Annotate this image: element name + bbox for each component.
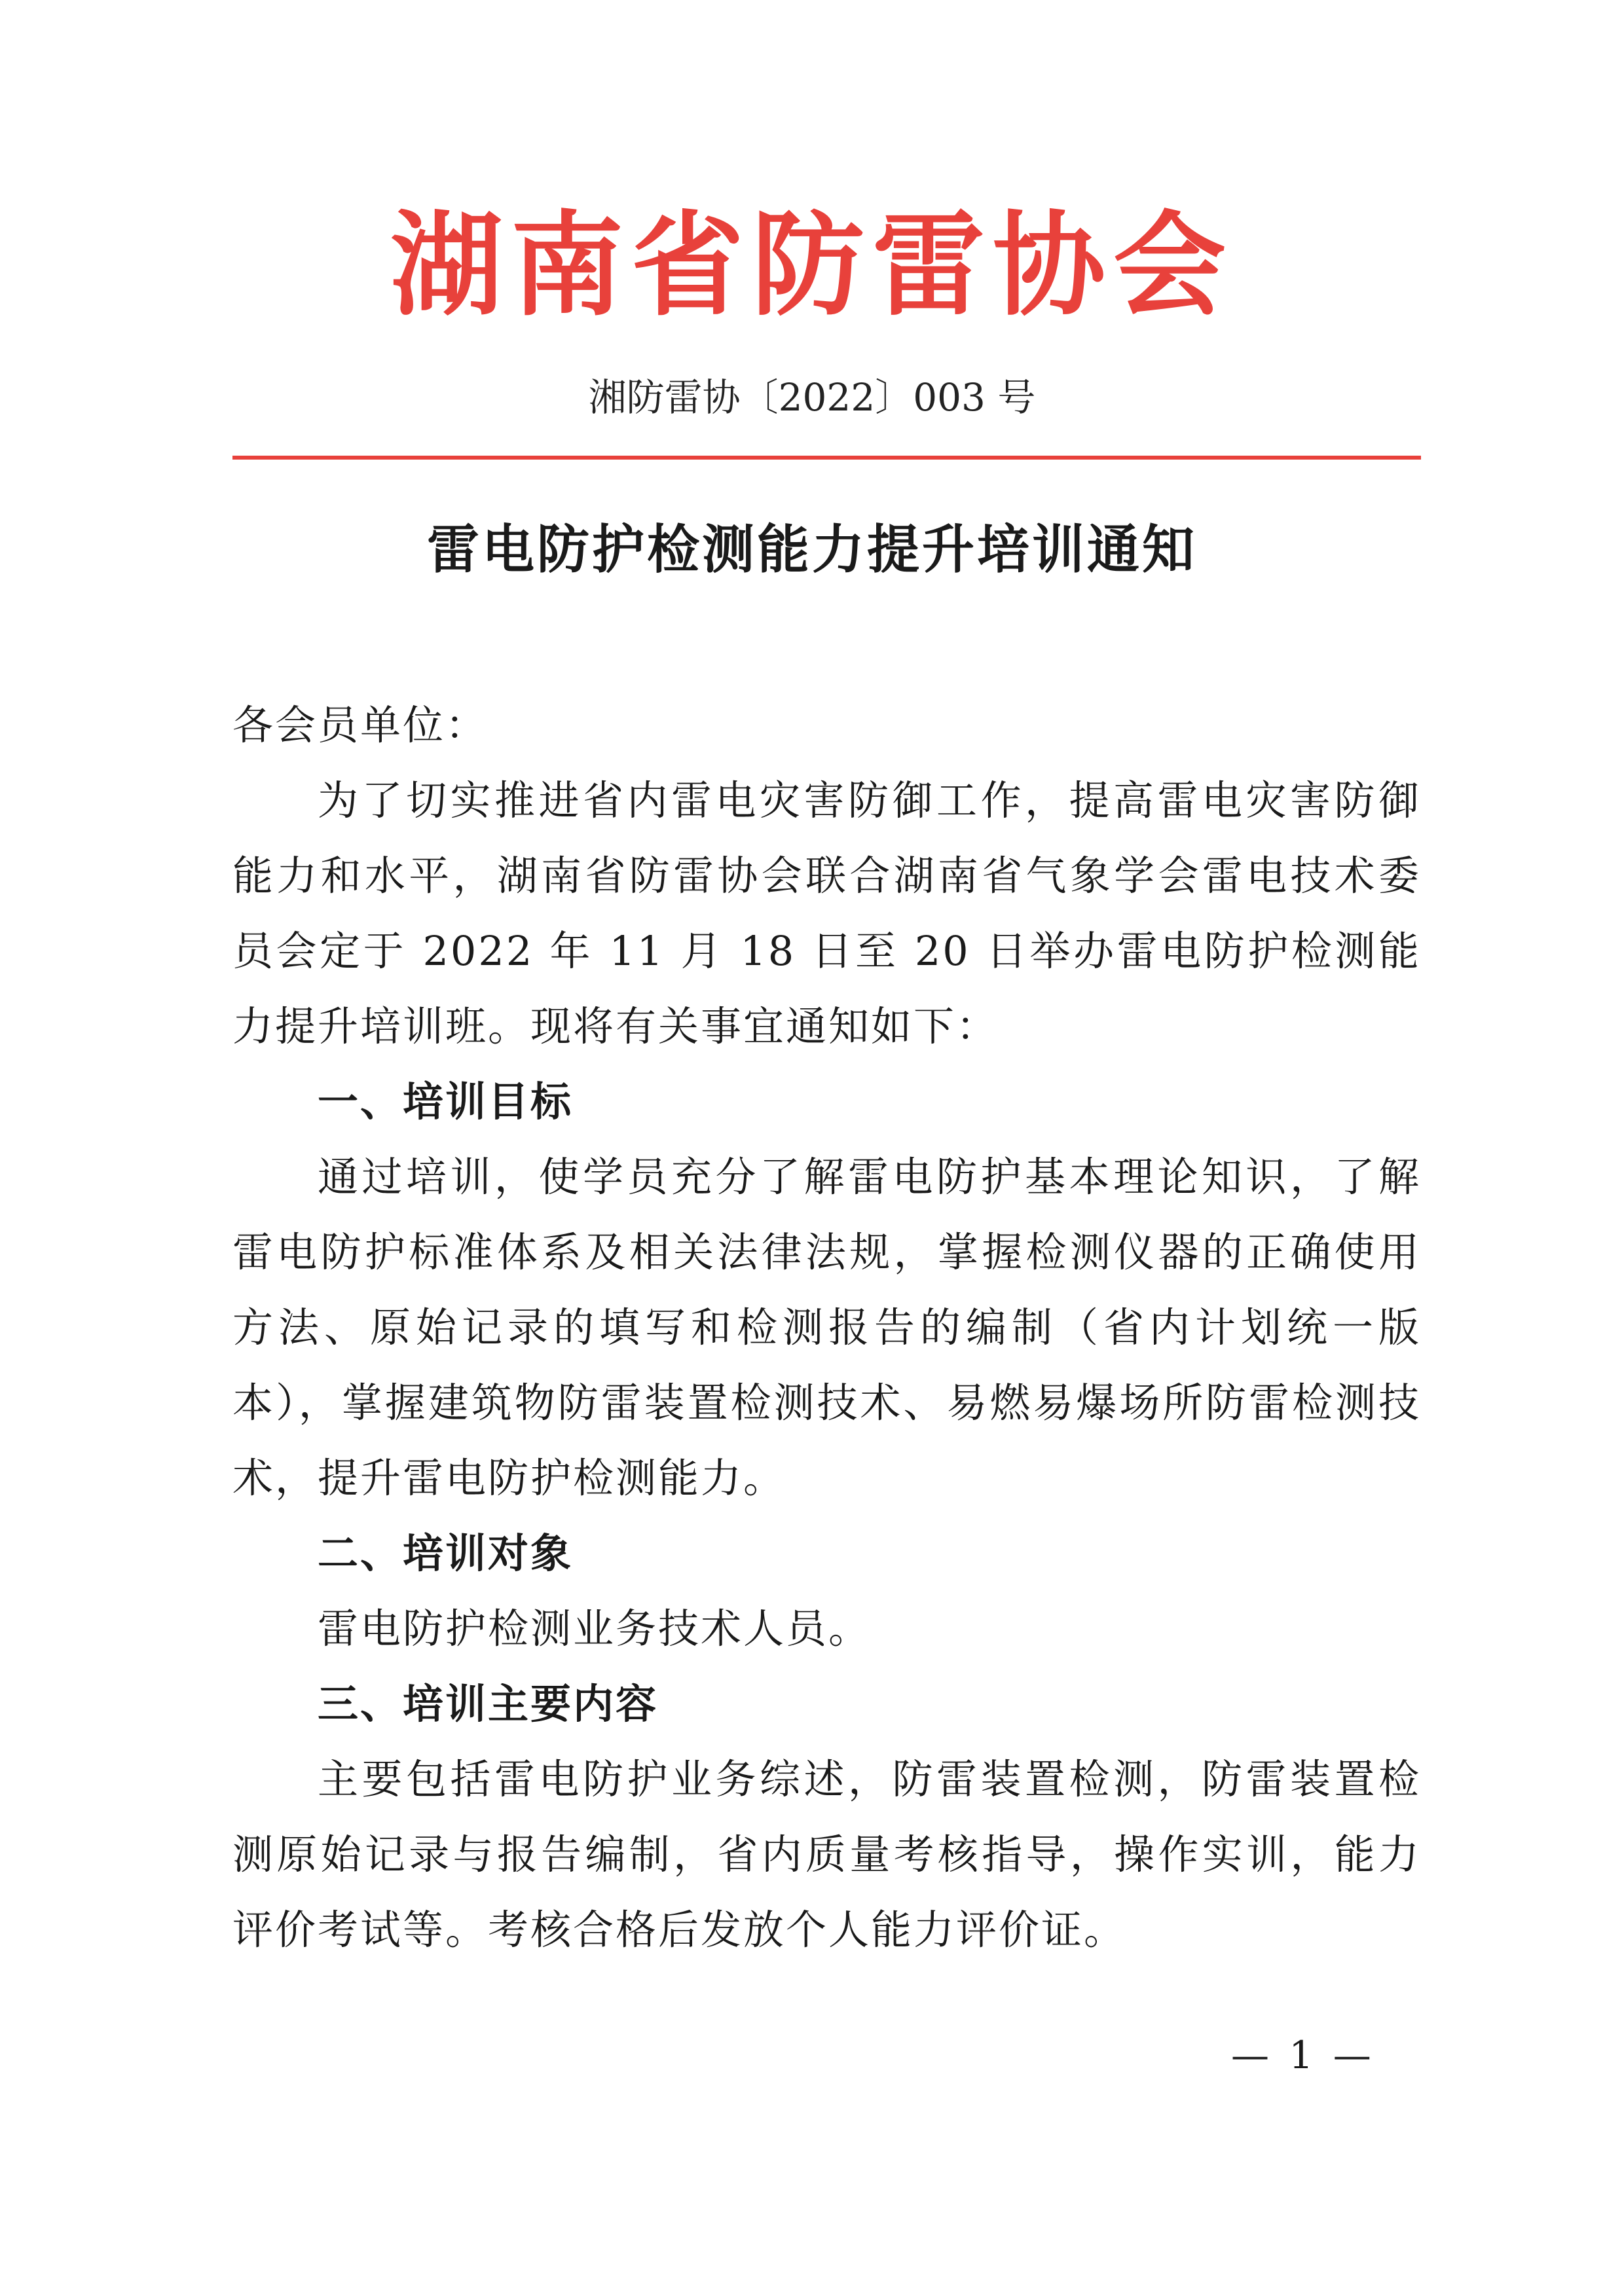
section-heading-goals: 一、培训目标 [318, 1078, 574, 1125]
page-number: — 1 — [1231, 2033, 1375, 2077]
document-number: 湘防雷协〔2022〕003 号 [588, 375, 1036, 420]
section-heading-audience: 二、培训对象 [318, 1529, 574, 1577]
masthead-red-rule [232, 456, 1421, 460]
section-heading-content: 三、培训主要内容 [318, 1680, 659, 1728]
section-text-content: 主要包括雷电防护业务综述，防雷装置检测，防雷装置检测原始记录与报告编制，省内质量考核指导，操作实训，能力评价考试等。考核合格后发放个人能力评价证。 [232, 1755, 1421, 1954]
section-text-audience: 雷电防护检测业务技术人员。 [318, 1605, 872, 1652]
salutation: 各会员单位： [232, 701, 489, 749]
document-title: 雷电防护检测能力提升培训通知 [427, 519, 1197, 580]
masthead-org-name: 湖南省防雷协会 [390, 200, 1234, 331]
section-text-goals: 通过培训，使学员充分了解雷电防护基本理论知识，了解雷电防护标准体系及相关法律法规，掌握检测仪器的正确使用方法、原始记录的填写和检测报告的编制（省内计划统一版本），掌握建筑物防雷装置检测技术、易燃易爆场所防雷检测技术，提升雷电防护检测能力。 [232, 1153, 1421, 1502]
intro-paragraph: 为了切实推进省内雷电灾害防御工作，提高雷电灾害防御能力和水平，湖南省防雷协会联合湖南省气象学会雷电技术委员会定于 2022 年 11 月 18 日至 20 日举办雷电防护检测能力提升培训班。现将有关事宜通知如下： [232, 776, 1421, 1050]
